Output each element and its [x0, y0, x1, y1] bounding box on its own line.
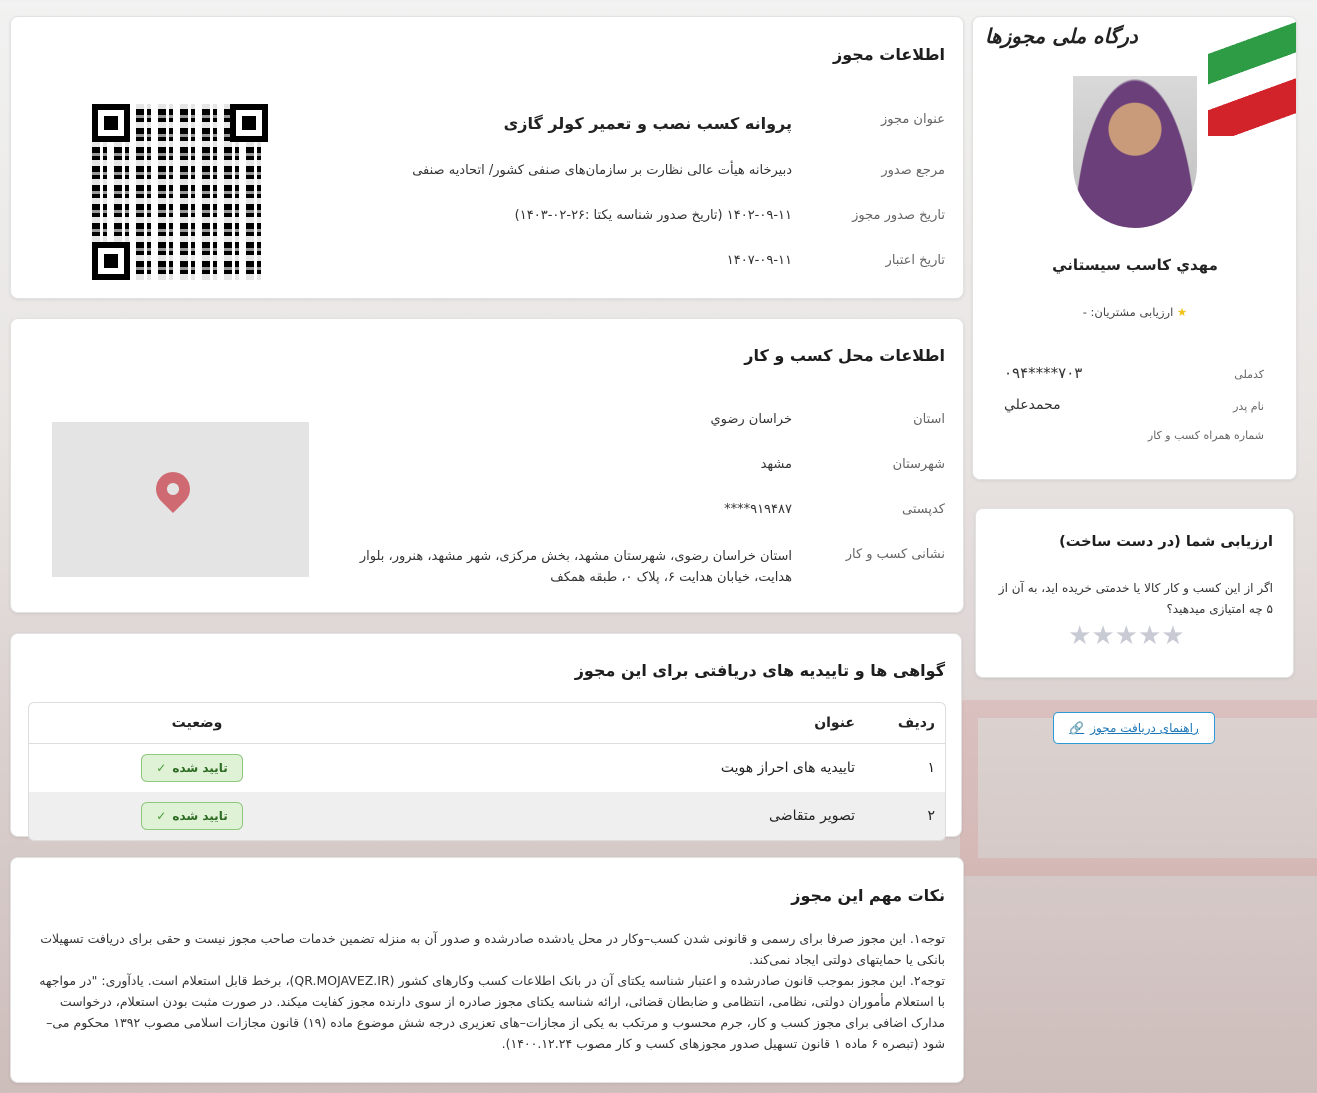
- badge-label: تایید شده: [172, 809, 228, 823]
- row-title: تاییدیه های احراز هویت: [720, 760, 855, 776]
- note-1: توجه۱. این مجوز صرفا برای رسمی و قانونی شدن کسب–وکار در محل یادشده صادرشده و صدور آن به منزله تضمین خدمات صاحب مجوز نیست و حقی برای دریافت تسهیلات بانکی یا حمایتهای دولتی ایجاد نمی‌کند.: [40, 931, 945, 967]
- expiry-value: ۱۴۰۷-۰۹-۱۱: [726, 253, 792, 268]
- license-heading: اطلاعات مجوز: [833, 45, 945, 64]
- issuer-value: دبیرخانه هیأت عالی نظارت بر سازمان‌های صنفی کشور/ اتحادیه صنفی: [412, 163, 792, 178]
- expiry-label: تاریخ اعتبار: [885, 253, 945, 268]
- city-label: شهرستان: [892, 457, 945, 472]
- postal-label: کدپستی: [902, 502, 945, 517]
- note-2: توجه۲. این مجوز بموجب قانون صادرشده و اعتبار شناسه یکتای آن در بانک اطلاعات کسب وکارهای کشور (QR.MOJAVEZ.IR)، برخط قابل استعلام است. یادآوری: "در مواجهه با استعلام مأموران دولتی، نظامی، انتظامی و ضابطان قضائی، ارائه شناسه یکتای مجوز صادره از سوی دارنده مجوز کفایت میکند. در صورت مثبت بودن استعلام، درخواست مدارک اضافی برای مجوز کسب و کار، جرم محسوب و مرتکب به یکی از مجازات–های تعزیری درجه شش موضوع ماده (۱۹) قانون مجازات اسلامی مصوب ۱۳۹۲ محکوم می–شود (تبصره ۶ ماده ۱ قانون تسهیل صدور مجوزهای کسب و کار مصوب ۱۴۰۰.۱۲.۲۴).: [39, 973, 945, 1051]
- national-id-value: ۰۹۴****۷۰۳: [1004, 364, 1083, 382]
- license-guide-button[interactable]: [1053, 712, 1215, 744]
- qr-finder-top-right: [230, 104, 268, 142]
- guide-button-label: راهنمای دریافت مجوز: [1090, 721, 1199, 735]
- qr-finder-top-left: [92, 104, 130, 142]
- father-name-label: نام پدر: [1233, 400, 1264, 413]
- check-icon: ✓: [156, 809, 167, 823]
- province-value: خراسان رضوي: [710, 412, 792, 427]
- verified-badge: [141, 754, 242, 782]
- qr-code-icon[interactable]: [92, 104, 268, 280]
- issue-date-value: ۱۴۰۲-۰۹-۱۱ (تاریخ صدور شناسه یکتا :۲۶-۰۲-۱۴۰۳): [514, 208, 792, 223]
- national-id-label: کدملی: [1234, 368, 1264, 381]
- star-icon[interactable]: ★: [1161, 621, 1185, 651]
- star-rating[interactable]: [1068, 621, 1185, 651]
- star-icon: ★: [1176, 305, 1188, 319]
- address-value: استان خراسان رضوی، شهرستان مشهد، بخش مرکزی، شهر مشهد، هنرور، بلوار هدایت، خیابان هدایت ۶، پلاک ۰، طبقه همکف: [359, 549, 792, 585]
- rate-question: اگر از این کسب و کار کالا یا خدمتی خریده اید، به آن از ۵ چه امتیازی میدهید؟: [998, 581, 1273, 616]
- address-label: نشانی کسب و کار: [845, 547, 945, 562]
- row-title: تصویر متقاضی: [365, 792, 865, 840]
- row-status-cell: [29, 744, 365, 793]
- table-row: [29, 744, 945, 793]
- col-row-header: ردیف: [865, 703, 945, 744]
- owner-name: مهدي كاسب سيستاني: [1052, 256, 1218, 274]
- verified-badge: [141, 802, 242, 830]
- license-title-label: عنوان مجوز: [880, 112, 945, 127]
- star-icon[interactable]: ★: [1068, 621, 1092, 651]
- rate-heading: ارزیابی شما (در دست ساخت): [1059, 534, 1273, 550]
- star-icon[interactable]: ★: [1091, 621, 1115, 651]
- col-title-header: عنوان: [365, 703, 865, 744]
- certificates-table: [28, 702, 946, 841]
- business-phone-label: شماره همراه کسب و کار: [1147, 429, 1264, 442]
- certificates-heading: گواهی ها و تاییدیه های دریافتی برای این مجوز: [574, 661, 945, 680]
- issuer-label: مرجع صدور: [881, 163, 945, 178]
- license-title-value: پروانه کسب نصب و تعمیر کولر گازی: [503, 114, 792, 133]
- star-icon[interactable]: ★: [1114, 621, 1138, 651]
- notes-body: [30, 928, 945, 1054]
- col-status-header: وضعیت: [29, 703, 365, 744]
- iran-flag-icon: [1208, 16, 1296, 136]
- father-name-value: محمدعلي: [1004, 397, 1061, 413]
- customer-rating: [1000, 305, 1270, 319]
- province-label: استان: [913, 412, 945, 427]
- location-heading: اطلاعات محل کسب و کار: [744, 346, 945, 365]
- table-row: [29, 792, 945, 840]
- issue-date-label: تاریخ صدور مجوز: [852, 208, 945, 223]
- qr-finder-bottom-left: [92, 242, 130, 280]
- check-icon: ✓: [156, 761, 167, 775]
- row-number: ۲: [865, 792, 945, 840]
- star-icon[interactable]: ★: [1137, 621, 1162, 651]
- city-value: مشهد: [760, 457, 792, 472]
- avatar: [1073, 76, 1197, 228]
- rating-label: ارزیابی مشتریان: -: [1082, 305, 1174, 319]
- link-icon: 🔗: [1069, 721, 1085, 735]
- table-header-row: [29, 703, 945, 744]
- row-number: ۱: [927, 760, 935, 776]
- portal-logo: درگاه ملی مجوزها: [985, 24, 1138, 48]
- notes-heading: نکات مهم این مجوز: [791, 886, 945, 905]
- postal-value: ۹۱۹۴۸۷****: [724, 502, 792, 517]
- row-status-cell: [29, 792, 365, 840]
- badge-label: تایید شده: [172, 761, 228, 775]
